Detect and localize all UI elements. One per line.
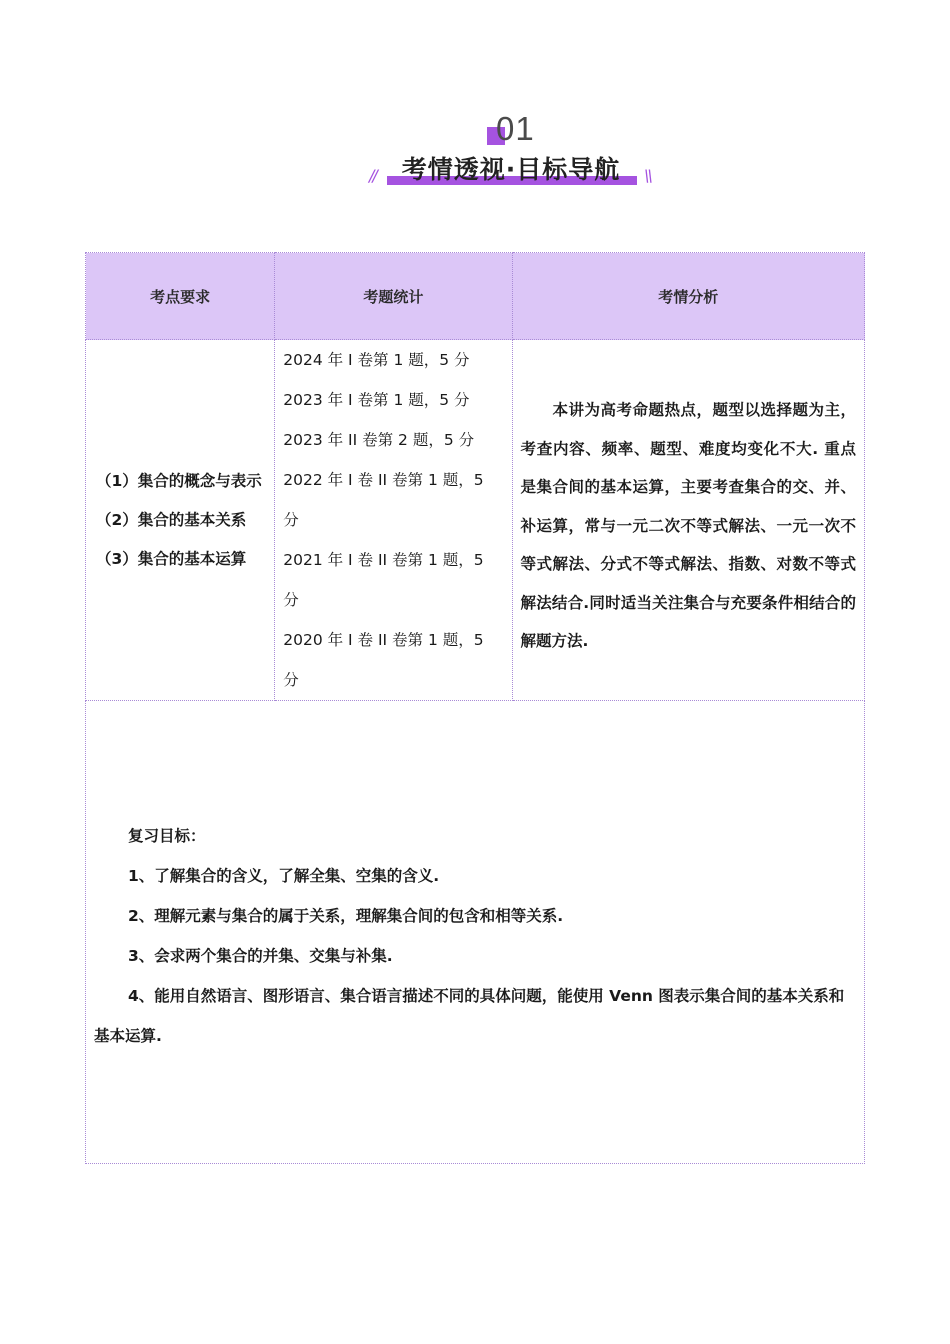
stat-item: 2020 年 I 卷 II 卷第 1 题，5 分	[283, 631, 484, 689]
goal-item: 2、理解元素与集合的属于关系，理解集合间的包含和相等关系.	[128, 907, 564, 925]
stat-item: 2024 年 I 卷第 1 题，5 分	[283, 351, 470, 369]
table-header-row	[86, 253, 865, 340]
header-statistics: 考题统计	[275, 253, 512, 340]
section-title: 考情透视·目标导航	[401, 155, 621, 184]
exam-analysis-table	[85, 252, 865, 1164]
requirements-cell	[86, 340, 275, 701]
requirement-item: （3）集合的基本运算	[96, 549, 247, 568]
requirement-item: （2）集合的基本关系	[96, 510, 247, 529]
statistics-cell	[275, 340, 512, 701]
header-analysis: 考情分析	[512, 253, 864, 340]
stat-item: 2023 年 I 卷第 1 题，5 分	[283, 391, 470, 409]
header-requirements: 考点要求	[86, 253, 275, 340]
title-deco-left: //	[369, 166, 376, 185]
stat-item: 2023 年 II 卷第 2 题，5 分	[283, 431, 475, 449]
goals-heading: 复习目标：	[128, 827, 206, 845]
goal-item: 4、能用自然语言、图形语言、集合语言描述不同的具体问题，能使用 Venn 图表示集合间的基本关系和基本运算.	[94, 987, 845, 1045]
analysis-cell	[512, 340, 864, 701]
requirement-item: （1）集合的概念与表示	[96, 471, 262, 490]
stat-item: 2022 年 I 卷 II 卷第 1 题，5 分	[283, 471, 484, 529]
goal-item: 3、会求两个集合的并集、交集与补集.	[128, 947, 393, 965]
goal-item: 1、了解集合的含义，了解全集、空集的含义.	[128, 867, 440, 885]
goals-cell	[86, 701, 865, 1164]
stat-item: 2021 年 I 卷 II 卷第 1 题，5 分	[283, 551, 484, 609]
title-deco-right: \\	[644, 166, 651, 185]
goals-row	[86, 701, 865, 1164]
analysis-text: 本讲为高考命题热点，题型以选择题为主，考查内容、频率、题型、难度均变化不大. 重点是集合间的基本运算，主要考查集合的交、并、补运算，常与一元二次不等式解法、一元一次不等式解法、分式不等式解法、指数、对数不等式解法结合.同时适当关注集合与充要条件相结合的解题方法.	[520, 401, 856, 651]
section-number: 01	[496, 110, 535, 147]
table-content-row	[86, 340, 865, 701]
